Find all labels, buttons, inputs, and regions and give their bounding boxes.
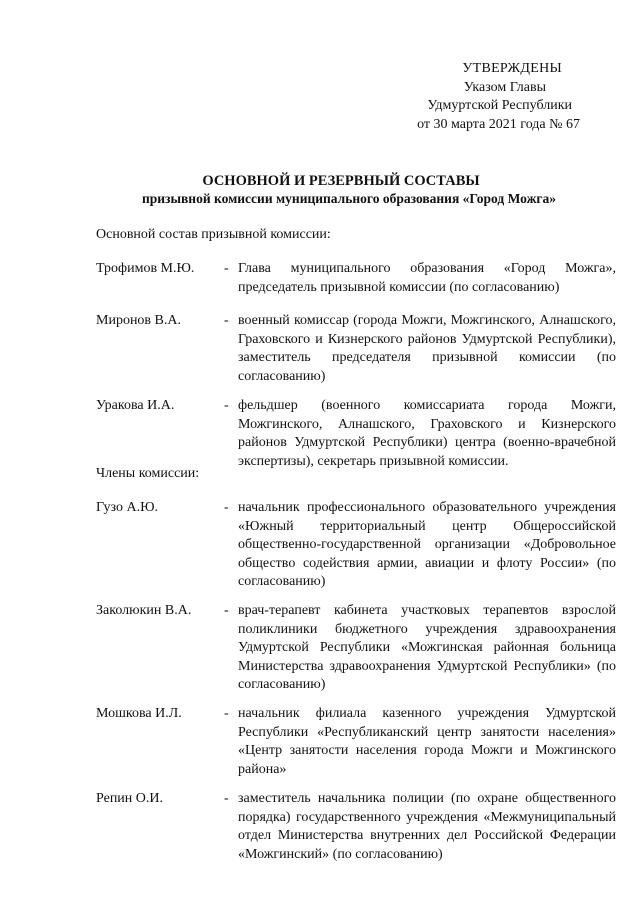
member-description: заместитель начальника полиции (по охране общественного порядка) государственного учреждения «Межмуниципальный отдел Министерства внутренних дел Российской Федерации «Можгинский» (по согласованию) xyxy=(238,791,616,862)
member-name: Трофимов М.Ю. xyxy=(96,261,195,276)
member-description: начальник филиала казенного учреждения Удмуртской Республики «Республиканский центр занятости населения» «Центр занятости населения города Можги и Можгинского района» xyxy=(238,706,616,777)
member-description: врач-терапевт кабинета участковых терапевтов взрослой поликлиники бюджетного учреждения здравоохранения Удмуртской Республики «Можгинская районная больница Министерства здравоохранения Удмуртской Республики» (по согласованию) xyxy=(238,603,616,692)
member-name: Мошкова И.Л. xyxy=(96,706,182,721)
member-dash: - xyxy=(224,603,229,618)
approval-republic: Удмуртской Республики xyxy=(427,98,572,113)
member-dash: - xyxy=(224,791,229,806)
member-dash: - xyxy=(224,261,229,276)
member-name: Гузо А.Ю. xyxy=(96,500,159,515)
approval-decree: Указом Главы xyxy=(463,79,546,95)
list-item xyxy=(96,312,616,386)
main-composition-heading: Основной состав призывной комиссии: xyxy=(96,227,331,242)
member-dash: - xyxy=(224,500,229,515)
list-item xyxy=(96,397,616,471)
list-item xyxy=(96,790,616,864)
member-dash: - xyxy=(224,706,229,721)
member-description: Глава муниципального образования «Город Можга», председатель призывной комиссии (по согласованию) xyxy=(238,261,616,295)
document-title: ОСНОВНОЙ И РЕЗЕРВНЫЙ СОСТАВЫ xyxy=(202,173,480,189)
member-name: Уракова И.А. xyxy=(96,398,175,413)
members-heading: Члены комиссии: xyxy=(96,466,200,481)
member-description: начальник профессионального образовательного учреждения «Южный территориальный центр Общероссийской общественно-государственной организации «Добровольное общество содействия армии, авиации и флоту России» (по согласованию) xyxy=(238,500,616,589)
list-item xyxy=(96,260,616,297)
approval-date: от 30 марта 2021 года № 67 xyxy=(417,116,580,132)
document-subtitle: призывной комиссии муниципального образования «Город Можга» xyxy=(141,191,557,206)
list-item xyxy=(96,499,616,592)
list-item xyxy=(96,602,616,695)
approval-heading: УТВЕРЖДЕНЫ xyxy=(462,61,562,76)
member-dash: - xyxy=(224,313,229,328)
approval-stamp xyxy=(350,60,580,134)
member-description: военный комиссар (города Можги, Можгинского, Алнашского, Граховского и Кизнерского районов Удмуртской Республики), заместитель председателя призывной комиссии (по согласованию) xyxy=(238,313,616,384)
member-dash: - xyxy=(224,398,229,413)
document-title-block xyxy=(60,172,630,208)
member-name: Миронов В.А. xyxy=(96,313,181,328)
member-name: Заколюкин В.А. xyxy=(96,603,192,618)
member-description: фельдшер (военного комиссариата города Можги, Можгинского, Алнашского, Граховского и Кизнерского районов Удмуртской Республики) центра (военно-врачебной экспертизы), секретарь призывной комиссии. xyxy=(238,398,616,469)
list-item xyxy=(96,705,616,779)
member-name: Репин О.И. xyxy=(96,791,164,806)
